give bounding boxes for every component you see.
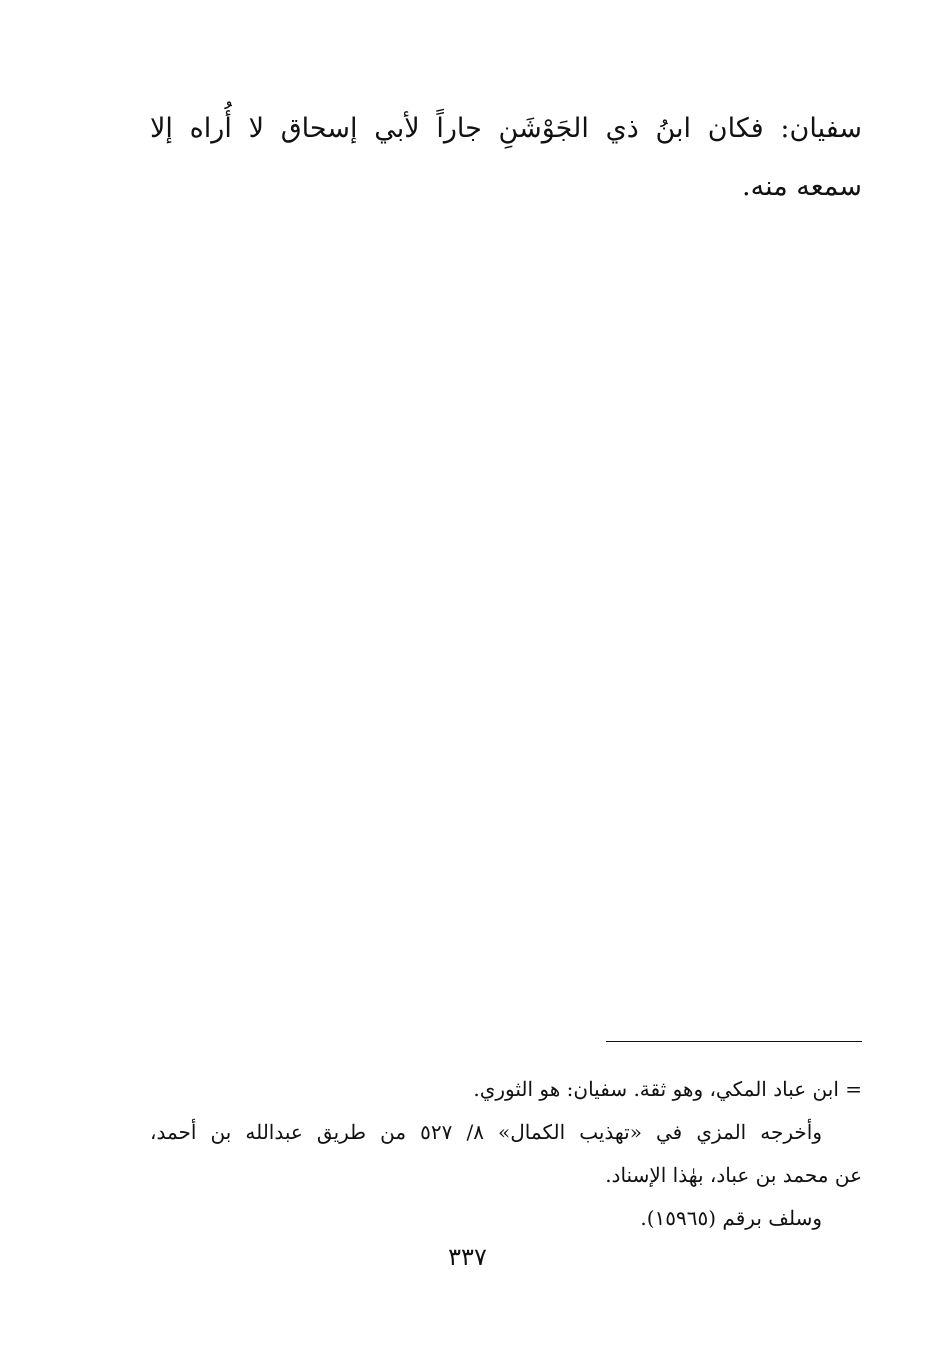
footnote-line: = ابن عباد المكي، وهو ثقة. سفيان: هو الثوري. <box>473 1077 862 1101</box>
main-text-line: سمعه منه. <box>742 171 862 202</box>
main-text-block <box>150 100 862 216</box>
footnote-line: وأخرجه المزي في «تهذيب الكمال» ٨/ ٥٢٧ من طريق عبدالله بن أحمد، <box>150 1120 822 1144</box>
page-number: ٣٣٧ <box>448 1243 487 1271</box>
footnote-line: عن محمد بن عباد، بهٰذا الإسناد. <box>605 1163 862 1187</box>
footnote-line: وسلف برقم (١٥٩٦٥). <box>640 1206 822 1230</box>
main-text-line: سفيان: فكان ابنُ ذي الجَوْشَنِ جاراً لأبي إسحاق لا أُراه إلا <box>150 113 862 144</box>
footnote-divider <box>606 1041 862 1042</box>
footnotes-block <box>150 1068 862 1240</box>
